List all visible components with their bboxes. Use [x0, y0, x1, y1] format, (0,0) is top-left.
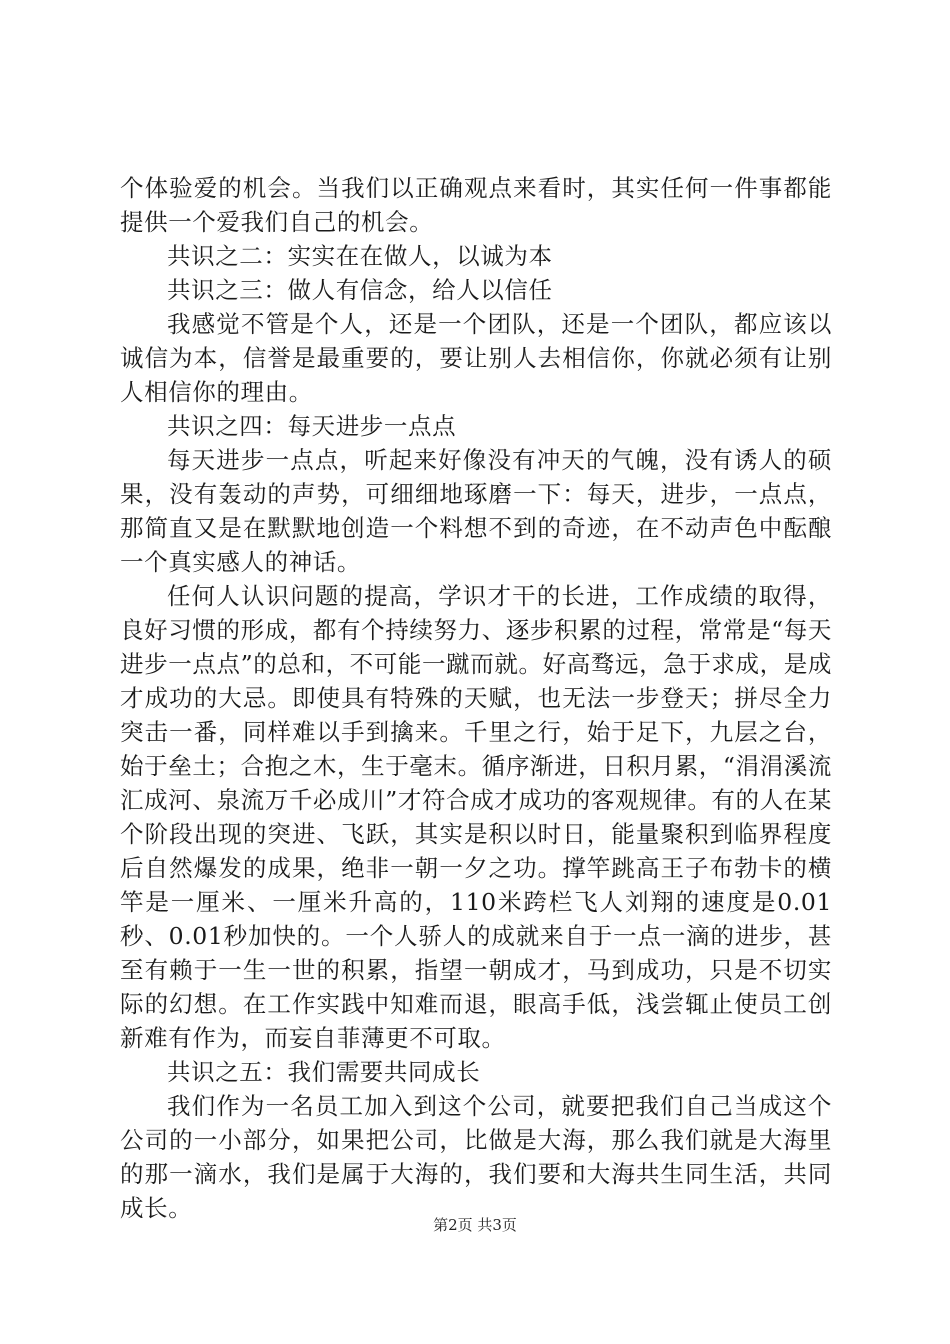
paragraph-integrity: 我感觉不管是个人，还是一个团队，还是一个团队，都应该以诚信为本，信誉是最重要的，要让别人去相信你，你就必须有让别人相信你的理由。: [120, 310, 832, 406]
paragraph-daily-progress: 每天进步一点点，听起来好像没有冲天的气魄，没有诱人的硕果，没有轰动的声势，可细细地琢磨一下：每天，进步，一点点，那简直又是在默默地创造一个料想不到的奇迹，在不动声色中酝酿一个真实感人的神话。: [120, 446, 832, 576]
paragraph-continuation: 个体验爱的机会。当我们以正确观点来看时，其实任何一件事都能提供一个爱我们自己的机会。: [120, 174, 832, 236]
page-number-footer: 第2页 共3页: [433, 1216, 517, 1234]
heading-consensus-four: 共识之四：每天进步一点点: [167, 412, 457, 440]
document-body: [120, 171, 832, 1225]
paragraph-grow-together: 我们作为一名员工加入到这个公司，就要把我们自己当成这个公司的一小部分，如果把公司，比做是大海，那么我们就是大海里的那一滴水，我们是属于大海的，我们要和大海共生同生活，共同成长。: [120, 1092, 832, 1222]
heading-consensus-two: 共识之二：实实在在做人，以诚为本: [167, 242, 553, 270]
heading-consensus-five: 共识之五：我们需要共同成长: [167, 1058, 481, 1086]
paragraph-accumulation: 任何人认识问题的提高，学识才干的长进，工作成绩的取得，良好习惯的形成，都有个持续努力、逐步积累的过程，常常是“每天进步一点点”的总和，不可能一蹴而就。好高骛远，急于求成，是成才成功的大忌。即使具有特殊的天赋，也无法一步登天；拼尽全力突击一番，同样难以手到擒来。千里之行，始于足下，九层之台，始于垒土；合抱之木，生于毫末。循序渐进，日积月累，“涓涓溪流汇成河、泉流万千必成川”才符合成才成功的客观规律。有的人在某个阶段出现的突进、飞跃，其实是积以时日，能量聚积到临界程度后自然爆发的成果，绝非一朝一夕之功。撑竿跳高王子布勃卡的横竿是一厘米、一厘米升高的，110米跨栏飞人刘翔的速度是0.01秒、0.01秒加快的。一个人骄人的成就来自于一点一滴的进步，甚至有赖于一生一世的积累，指望一朝成才，马到成功，只是不切实际的幻想。在工作实践中知难而退，眼高手低，浅尝辄止使员工创新难有作为，而妄自菲薄更不可取。: [120, 582, 832, 1052]
heading-consensus-three: 共识之三：做人有信念，给人以信任: [167, 276, 553, 304]
